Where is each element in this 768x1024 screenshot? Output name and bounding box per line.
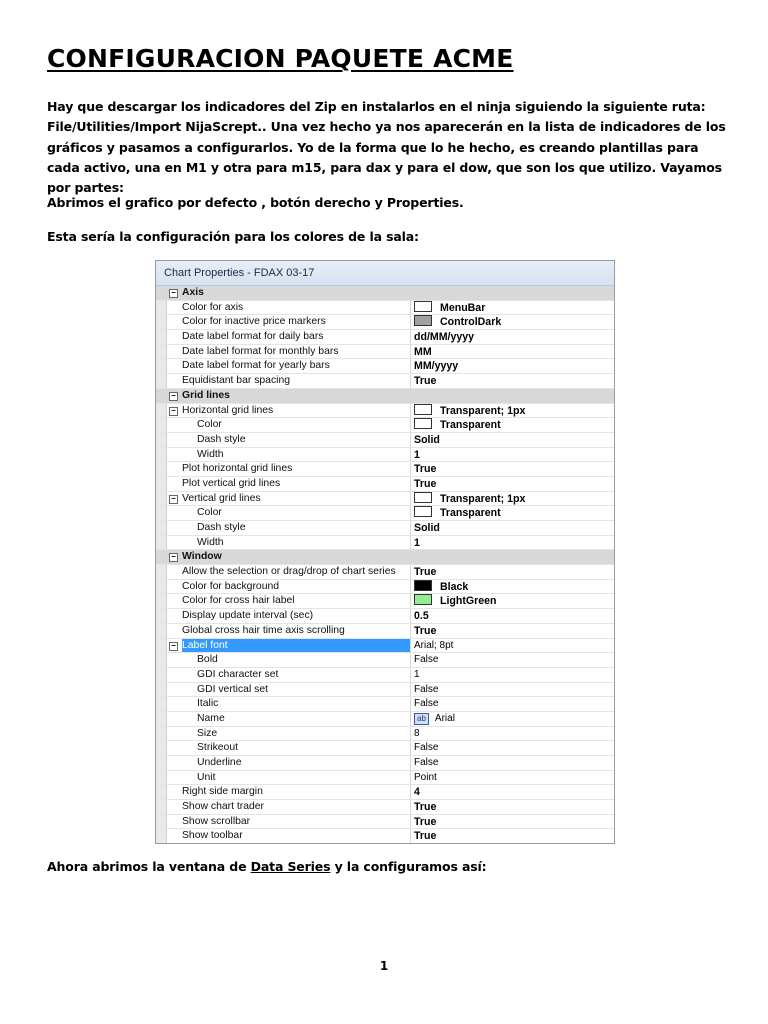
- property-value-text: MM/yyyy: [414, 360, 459, 373]
- property-value-text: Transparent: [440, 507, 501, 520]
- property-value-text: Point: [414, 771, 437, 783]
- property-row[interactable]: [156, 727, 614, 742]
- property-value[interactable]: [412, 609, 614, 623]
- property-name: Color for axis: [182, 301, 411, 315]
- property-value[interactable]: [412, 477, 614, 491]
- category-label: Window: [182, 551, 222, 563]
- data-series-text: Ahora abrimos la ventana de: [47, 859, 251, 874]
- property-value-text: 0.5: [414, 610, 429, 623]
- document-title: CONFIGURACION PAQUETE ACME: [47, 44, 514, 73]
- property-row[interactable]: [156, 771, 614, 786]
- grid-category[interactable]: [156, 550, 614, 565]
- property-row[interactable]: [156, 492, 614, 507]
- color-swatch: [414, 492, 432, 503]
- property-value-text: False: [414, 742, 439, 754]
- property-name: Dash style: [182, 433, 411, 447]
- collapse-toggle-icon[interactable]: −: [169, 289, 178, 298]
- property-value[interactable]: [412, 374, 614, 388]
- property-value-text: Solid: [414, 433, 440, 446]
- color-swatch: [414, 315, 432, 326]
- property-row[interactable]: [156, 536, 614, 551]
- property-row[interactable]: [156, 712, 614, 727]
- property-value-text: Transparent; 1px: [440, 404, 526, 417]
- property-value[interactable]: [412, 712, 614, 726]
- property-name: Dash style: [182, 521, 411, 535]
- property-name: Color for background: [182, 580, 411, 594]
- property-row[interactable]: [156, 594, 614, 609]
- property-value-text: True: [414, 830, 437, 843]
- property-value-text: Arial; 8pt: [414, 639, 454, 651]
- property-row[interactable]: [156, 653, 614, 668]
- property-value[interactable]: [412, 580, 614, 594]
- properties-instruction-end: .: [459, 195, 464, 210]
- property-row[interactable]: [156, 330, 614, 345]
- property-row[interactable]: [156, 829, 614, 844]
- property-row[interactable]: [156, 683, 614, 698]
- property-value-text: True: [414, 477, 437, 490]
- property-name: Date label format for yearly bars: [182, 359, 411, 373]
- property-value[interactable]: [412, 771, 614, 785]
- property-value[interactable]: [412, 785, 614, 799]
- property-value[interactable]: [412, 418, 614, 432]
- property-value[interactable]: [412, 492, 614, 506]
- property-value-text: Transparent; 1px: [440, 492, 526, 505]
- property-name: Color for cross hair label: [182, 594, 411, 608]
- property-value[interactable]: [412, 536, 614, 550]
- property-row[interactable]: [156, 741, 614, 756]
- property-value[interactable]: [412, 697, 614, 711]
- property-value[interactable]: [412, 683, 614, 697]
- collapse-toggle-icon[interactable]: −: [169, 642, 178, 651]
- property-name: Equidistant bar spacing: [182, 374, 411, 388]
- property-value-text: False: [414, 698, 439, 710]
- property-name: Color for inactive price markers: [182, 315, 411, 329]
- property-value-text: True: [414, 815, 437, 828]
- property-value-text: False: [414, 654, 439, 666]
- property-value[interactable]: [412, 741, 614, 755]
- data-series-text-end: y la configuramos así:: [330, 859, 487, 874]
- property-value-text: Transparent: [440, 419, 501, 432]
- color-swatch: [414, 404, 432, 415]
- collapse-toggle-icon[interactable]: −: [169, 407, 178, 416]
- property-row[interactable]: [156, 345, 614, 360]
- property-row[interactable]: [156, 418, 614, 433]
- property-name: Italic: [182, 697, 411, 711]
- property-row[interactable]: [156, 785, 614, 800]
- property-value-text: True: [414, 624, 437, 637]
- color-swatch: [414, 594, 432, 605]
- property-name: Unit: [182, 771, 411, 785]
- page-number: 1: [379, 959, 389, 973]
- property-name: Name: [182, 712, 411, 726]
- property-value-text: Solid: [414, 522, 440, 534]
- property-row[interactable]: [156, 301, 614, 316]
- property-name: GDI character set: [182, 668, 411, 682]
- data-series-instruction: [47, 857, 727, 877]
- property-name: Show toolbar: [182, 829, 411, 843]
- property-name: Plot vertical grid lines: [182, 477, 411, 491]
- grid-title: Chart Properties - FDAX 03-17: [156, 261, 614, 286]
- property-value[interactable]: [412, 594, 614, 608]
- property-row[interactable]: [156, 800, 614, 815]
- collapse-toggle-icon[interactable]: −: [169, 553, 178, 562]
- property-value[interactable]: [412, 404, 614, 418]
- property-row[interactable]: [156, 624, 614, 639]
- property-value[interactable]: [412, 668, 614, 682]
- grid-rows: [156, 286, 614, 844]
- property-row[interactable]: [156, 477, 614, 492]
- property-value[interactable]: [412, 506, 614, 520]
- property-value[interactable]: [412, 815, 614, 829]
- collapse-toggle-icon[interactable]: −: [169, 495, 178, 504]
- property-value[interactable]: [412, 624, 614, 638]
- color-swatch: [414, 418, 432, 429]
- colors-instruction: Esta sería la configuración para los colores de la sala:: [47, 229, 419, 244]
- property-name: Date label format for daily bars: [182, 330, 411, 344]
- property-value[interactable]: [412, 462, 614, 476]
- property-row[interactable]: [156, 462, 614, 477]
- property-name: Size: [182, 727, 411, 741]
- property-row[interactable]: [156, 506, 614, 521]
- property-name: Allow the selection or drag/drop of chart series: [182, 565, 411, 579]
- property-name: Vertical grid lines: [182, 492, 411, 506]
- property-row[interactable]: [156, 609, 614, 624]
- property-row[interactable]: [156, 521, 614, 536]
- property-name: Strikeout: [182, 741, 411, 755]
- property-value-text: Arial: [434, 712, 455, 724]
- property-value[interactable]: [412, 653, 614, 667]
- property-name: Show chart trader: [182, 800, 411, 814]
- property-row[interactable]: [156, 448, 614, 463]
- property-name: Width: [182, 448, 411, 462]
- property-row[interactable]: [156, 756, 614, 771]
- color-swatch: [414, 580, 432, 591]
- property-row[interactable]: [156, 404, 614, 419]
- property-value[interactable]: [412, 756, 614, 770]
- property-row[interactable]: [156, 315, 614, 330]
- property-value-text: 1: [414, 536, 420, 549]
- property-value-text: dd/MM/yyyy: [414, 331, 475, 344]
- property-row[interactable]: [156, 639, 614, 654]
- property-value-text: ControlDark: [440, 316, 502, 329]
- property-value-text: Black: [440, 580, 469, 593]
- grid-category[interactable]: [156, 389, 614, 404]
- property-value[interactable]: [412, 639, 614, 653]
- property-row[interactable]: [156, 374, 614, 389]
- property-value-text: 1: [414, 668, 420, 680]
- property-name: Color: [182, 506, 411, 520]
- properties-instruction: [47, 193, 727, 213]
- data-series-link: Data Series: [250, 859, 331, 874]
- property-name: Plot horizontal grid lines: [182, 462, 411, 476]
- property-value-text: MenuBar: [440, 301, 486, 314]
- property-value-text: True: [414, 566, 437, 579]
- chart-properties-grid: [155, 260, 615, 844]
- property-name: Bold: [182, 653, 411, 667]
- property-name: Label font: [182, 639, 411, 653]
- property-value[interactable]: [412, 315, 614, 329]
- property-value[interactable]: [412, 829, 614, 843]
- property-name: GDI vertical set: [182, 683, 411, 697]
- property-value[interactable]: [412, 345, 614, 359]
- property-name: Global cross hair time axis scrolling: [182, 624, 411, 638]
- property-value[interactable]: [412, 565, 614, 579]
- property-row[interactable]: [156, 815, 614, 830]
- font-preview-icon: ab: [414, 713, 429, 725]
- color-swatch: [414, 301, 432, 312]
- property-value-text: False: [414, 683, 439, 695]
- property-row[interactable]: [156, 697, 614, 712]
- property-value[interactable]: [412, 301, 614, 315]
- collapse-toggle-icon[interactable]: −: [169, 392, 178, 401]
- property-row[interactable]: [156, 565, 614, 580]
- property-value[interactable]: [412, 359, 614, 373]
- property-row[interactable]: [156, 580, 614, 595]
- property-name: Date label format for monthly bars: [182, 345, 411, 359]
- property-value-text: 8: [414, 727, 420, 739]
- property-name: Right side margin: [182, 785, 411, 799]
- intro-paragraph: Hay que descargar los indicadores del Zip en instalarlos en el ninja siguiendo la siguiente ruta: File/Utilities/Import NijaScrept.. Una vez hecho ya nos aparecerán en la lista de indicadores de los gráficos y pasamos a configurarlos. Yo de la forma que lo he hecho, es creando plantillas para cada activo, una en M1 y otra para m15, para dax y para el dow, que son los que utilizo. Vayamos por partes:: [47, 99, 726, 196]
- property-value[interactable]: [412, 727, 614, 741]
- property-row[interactable]: [156, 433, 614, 448]
- property-value-text: True: [414, 375, 437, 388]
- property-name: Show scrollbar: [182, 815, 411, 829]
- color-swatch: [414, 506, 432, 517]
- property-row[interactable]: [156, 668, 614, 683]
- properties-instruction-text: Abrimos el grafico por defecto , botón derecho y: [47, 195, 387, 210]
- property-value[interactable]: [412, 330, 614, 344]
- properties-keyword: Properties: [386, 195, 460, 210]
- property-name: Underline: [182, 756, 411, 770]
- property-name: Width: [182, 536, 411, 550]
- property-value-text: False: [414, 757, 439, 768]
- property-value-text: True: [414, 801, 437, 814]
- property-name: Display update interval (sec): [182, 609, 411, 623]
- property-value-text: True: [414, 463, 437, 476]
- property-value-text: 4: [414, 786, 420, 799]
- property-value-text: 1: [414, 448, 420, 461]
- property-name: Color: [182, 418, 411, 432]
- property-name: Horizontal grid lines: [182, 404, 411, 418]
- grid-category[interactable]: [156, 286, 614, 301]
- property-value-text: MM: [414, 345, 432, 358]
- category-label: Axis: [182, 287, 204, 298]
- property-value[interactable]: [412, 448, 614, 462]
- category-label: Grid lines: [182, 389, 230, 401]
- property-value[interactable]: [412, 521, 614, 535]
- property-row[interactable]: [156, 359, 614, 374]
- property-value-text: LightGreen: [440, 595, 497, 608]
- property-value[interactable]: [412, 433, 614, 447]
- property-value[interactable]: [412, 800, 614, 814]
